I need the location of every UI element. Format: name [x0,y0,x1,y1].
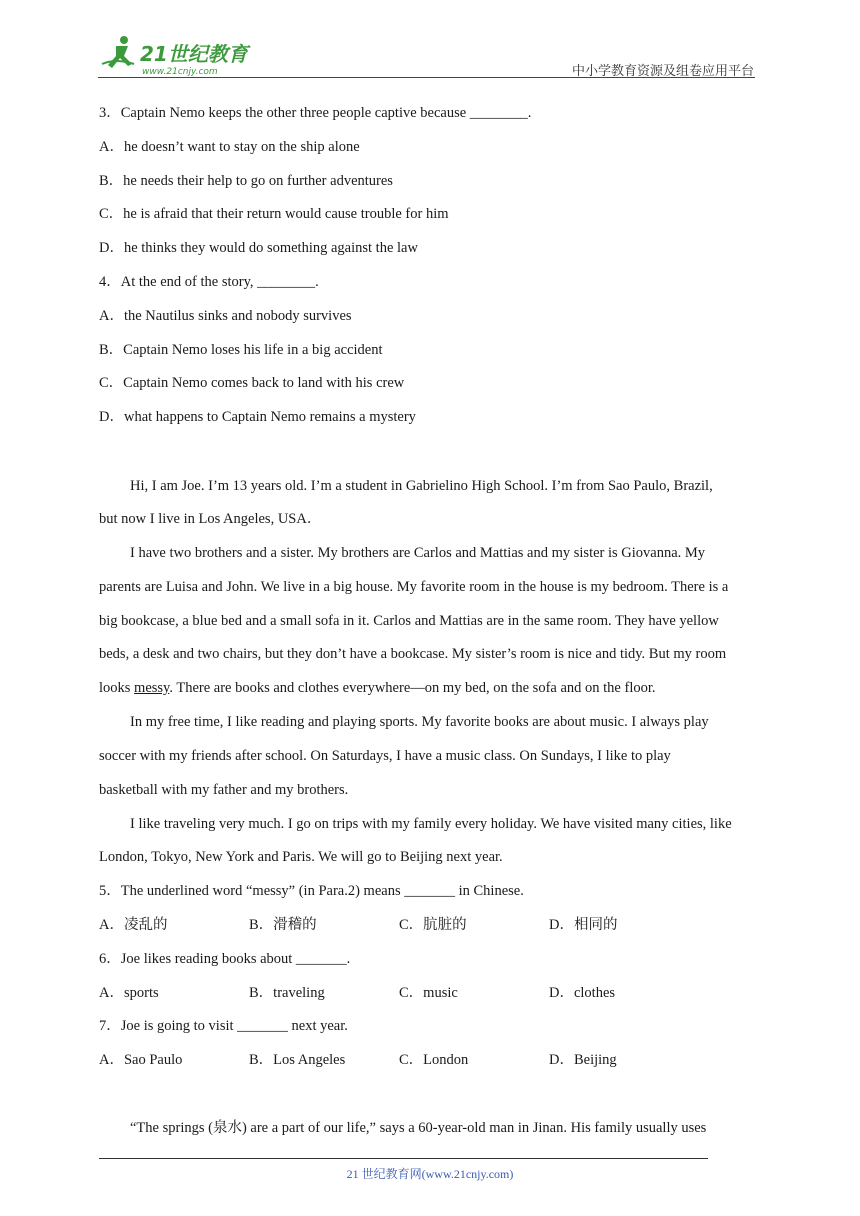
q5-option-c: C．肮脏的 [399,917,467,933]
q5-options [99,915,764,935]
passage-text: looks [99,680,135,696]
page-header [0,0,860,80]
passage-line: I like traveling very much. I go on trips with my family every holiday. We have visited many cities, like [130,816,732,832]
q6-option-b: B．traveling [249,985,325,1001]
q3-option-c: C．he is afraid that their return would cause trouble for him [99,206,449,222]
q6-options [99,983,764,1003]
q4-option-b: B．Captain Nemo loses his life in a big accident [99,342,383,358]
q4-option-d: D．what happens to Captain Nemo remains a mystery [99,409,416,425]
q6-option-c: C．music [399,985,458,1001]
q5-stem: 5．The underlined word “messy” (in Para.2) means _______ in Chinese. [99,883,524,899]
q6-stem: 6．Joe likes reading books about _______. [99,951,351,967]
footer-divider [99,1158,708,1159]
passage-line: In my free time, I like reading and playing sports. My favorite books are about music. I always play [130,714,709,730]
passage-line: soccer with my friends after school. On Saturdays, I have a music class. On Sundays, I like to play [99,748,671,764]
q3-stem: 3．Captain Nemo keeps the other three people captive because ________. [99,105,532,121]
svg-text:21世纪教育: 21世纪教育 [140,42,248,66]
passage-line: London, Tokyo, New York and Paris. We will go to Beijing next year. [99,849,503,865]
q5-option-d: D．相同的 [549,917,618,933]
q5-option-b: B．滑稽的 [249,917,317,933]
next-passage-line: “The springs (泉水) are a part of our life,” says a 60-year-old man in Jinan. His family usually uses [130,1120,707,1136]
q7-option-b: B．Los Angeles [249,1052,346,1068]
q7-option-a: A．Sao Paulo [99,1052,183,1068]
passage-line: parents are Luisa and John. We live in a big house. My favorite room in the house is my bedroom. There is a [99,579,729,595]
svg-text:www.21cnjy.com: www.21cnjy.com [142,67,218,77]
underlined-word: messy [134,680,170,696]
q7-options [99,1050,764,1070]
running-man-logo-icon [94,34,264,78]
q7-option-c: C．London [399,1052,469,1068]
passage-line: Hi, I am Joe. I’m 13 years old. I’m a student in Gabrielino High School. I’m from Sao Paulo, Brazil, [130,478,713,494]
passage-line: I have two brothers and a sister. My brothers are Carlos and Mattias and my sister is Giovanna. My [130,545,706,561]
q6-option-a: A．sports [99,985,159,1001]
passage-line: basketball with my father and my brothers. [99,782,349,798]
q5-option-a: A．凌乱的 [99,917,168,933]
platform-name: 中小学教育资源及组卷应用平台 [571,64,754,79]
passage-line: beds, a desk and two chairs, but they don’t have a bookcase. My sister’s room is nice and tidy. But my room [99,646,727,662]
footer-link[interactable]: 21 世纪教育网(www.21cnjy.com) [346,1167,514,1181]
passage-line-messy [99,678,656,698]
q3-option-d: D．he thinks they would do something against the law [99,240,418,256]
site-logo [94,34,264,78]
q7-option-d: D．Beijing [549,1052,617,1068]
q3-option-a: A．he doesn’t want to stay on the ship alone [99,139,360,155]
q3-option-b: B．he needs their help to go on further adventures [99,173,393,189]
q6-option-d: D．clothes [549,985,616,1001]
q4-option-a: A．the Nautilus sinks and nobody survives [99,308,352,324]
passage-line: big bookcase, a blue bed and a small sofa in it. Carlos and Mattias are in the same room. They have yellow [99,613,719,629]
header-divider [98,77,755,78]
q4-option-c: C．Captain Nemo comes back to land with his crew [99,375,405,391]
passage-line: but now I live in Los Angeles, USA． [99,511,322,527]
passage-text: . There are books and clothes everywhere—on my bed, on the sofa and on the floor. [169,680,656,696]
q7-stem: 7．Joe is going to visit _______ next year. [99,1018,348,1034]
q4-stem: 4．At the end of the story, ________. [99,274,319,290]
